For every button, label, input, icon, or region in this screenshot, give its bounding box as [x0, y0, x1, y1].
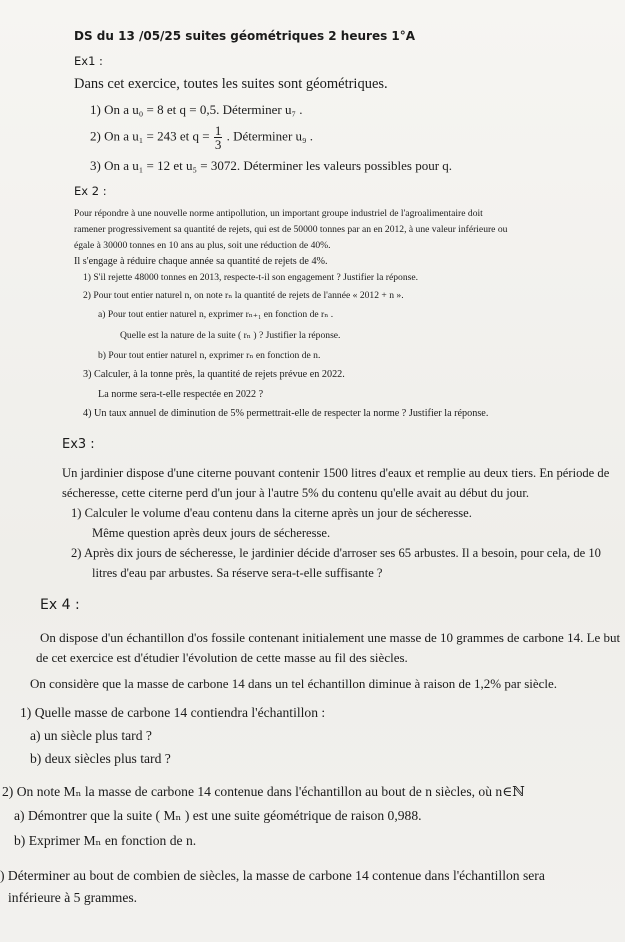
ex2-question-2: 2) Pour tout entier naturel n, on note rₙ la quantité de rejets de l'année « 2012 + n ».: [83, 290, 404, 301]
ex2-question-2a: a) Pour tout entier naturel n, exprimer rₙ₊₁ en fonction de rₙ .: [98, 309, 334, 320]
ex4-paragraph-line: On dispose d'un échantillon d'os fossile contenant initialement une masse de 10 grammes de carbone 14. Le but: [40, 630, 621, 645]
ex1-question-3: 3) On a u₁ = 12 et u₅ = 3072. Déterminer les valeurs possibles pour q.: [90, 158, 453, 173]
ex4-question-3: ) Déterminer au bout de combien de siècles, la masse de carbone 14 contenue dans l'échantillon sera: [0, 868, 545, 883]
ex1-question-1: 1) On a u₀ = 8 et q = 0,5. Déterminer u₇ .: [90, 102, 303, 117]
ex2-question-3b: La norme sera-t-elle respectée en 2022 ?: [98, 389, 264, 400]
ex4-question-1b: b) deux siècles plus tard ?: [30, 751, 171, 766]
ex2-question-4: 4) Un taux annuel de diminution de 5% permettrait-elle de respecter la norme ? Justifier la réponse.: [83, 408, 489, 419]
ex2-paragraph-line: égale à 30000 tonnes en 10 ans au plus, soit une réduction de 40%.: [74, 240, 331, 251]
fraction-numerator: 1: [214, 123, 222, 138]
ex3-paragraph-line: sécheresse, cette citerne perd d'un jour à l'autre 5% du contenu qu'elle avait au début du jour.: [62, 486, 530, 500]
ex1-question-2: [90, 124, 313, 151]
ex2-paragraph-line: Pour répondre à une nouvelle norme antipollution, un important groupe industriel de l'agroalimentaire doit: [74, 208, 483, 219]
ex3-question-1: 1) Calculer le volume d'eau contenu dans la citerne après un jour de sécheresse.: [71, 506, 472, 520]
ex2-paragraph-line: ramener progressivement sa quantité de rejets, qui est de 50000 tonnes par an en 2012, à une valeur inférieure ou: [74, 224, 508, 235]
ex4-question-1: 1) Quelle masse de carbone 14 contiendra l'échantillon :: [20, 705, 326, 720]
ex2-question-2b: b) Pour tout entier naturel n, exprimer rₙ en fonction de n.: [98, 350, 321, 361]
ex1-label: Ex1 :: [74, 54, 103, 68]
ex4-question-3b: inférieure à 5 grammes.: [8, 890, 138, 905]
ex1-question-2-end: . Déterminer u₉ .: [226, 128, 314, 144]
ex3-question-2: 2) Après dix jours de sécheresse, le jardinier décide d'arroser ses 65 arbustes. Il a besoin, pour cela, de 10: [71, 546, 601, 560]
ex3-question-2b: litres d'eau par arbustes. Sa réserve sera-t-elle suffisante ?: [92, 566, 383, 580]
ex2-question-3: 3) Calculer, à la tonne près, la quantité de rejets prévue en 2022.: [83, 369, 345, 380]
ex2-label: Ex 2 :: [74, 184, 107, 198]
fraction-denominator: 3: [214, 137, 222, 152]
ex4-label: Ex 4 :: [40, 597, 80, 613]
ex3-paragraph-line: Un jardinier dispose d'une citerne pouvant contenir 1500 litres d'eaux et remplie au deux tiers. En période de: [62, 466, 610, 480]
fraction: [214, 124, 223, 151]
ex3-question-1b: Même question après deux jours de sécheresse.: [92, 526, 331, 540]
ex4-paragraph-line: de cet exercice est d'étudier l'évolution de cette masse au fil des siècles.: [36, 650, 408, 665]
ex1-intro: Dans cet exercice, toutes les suites sont géométriques.: [74, 76, 388, 92]
ex3-label: Ex3 :: [62, 437, 95, 452]
ex4-question-2b: b) Exprimer Mₙ en fonction de n.: [14, 833, 197, 848]
ex4-paragraph-line: On considère que la masse de carbone 14 dans un tel échantillon diminue à raison de 1,2% par siècle.: [30, 676, 558, 691]
page-title: DS du 13 /05/25 suites géométriques 2 heures 1°A: [74, 29, 416, 43]
ex4-question-2a: a) Démontrer que la suite ( Mₙ ) est une suite géométrique de raison 0,988.: [14, 808, 422, 823]
ex4-question-2: 2) On note Mₙ la masse de carbone 14 contenue dans l'échantillon au bout de n siècles, où n∈ℕ: [2, 784, 525, 799]
ex2-paragraph-line: Il s'engage à réduire chaque année sa quantité de rejets de 4%.: [74, 256, 328, 267]
ex1-question-2-start: 2) On a u₁ = 243 et q =: [90, 128, 210, 144]
ex4-question-1a: a) un siècle plus tard ?: [30, 728, 152, 743]
ex2-question-2a-follow: Quelle est la nature de la suite ( rₙ ) ? Justifier la réponse.: [120, 330, 341, 341]
ex2-question-1: 1) S'il rejette 48000 tonnes en 2013, respecte-t-il son engagement ? Justifier la réponse.: [83, 272, 419, 283]
